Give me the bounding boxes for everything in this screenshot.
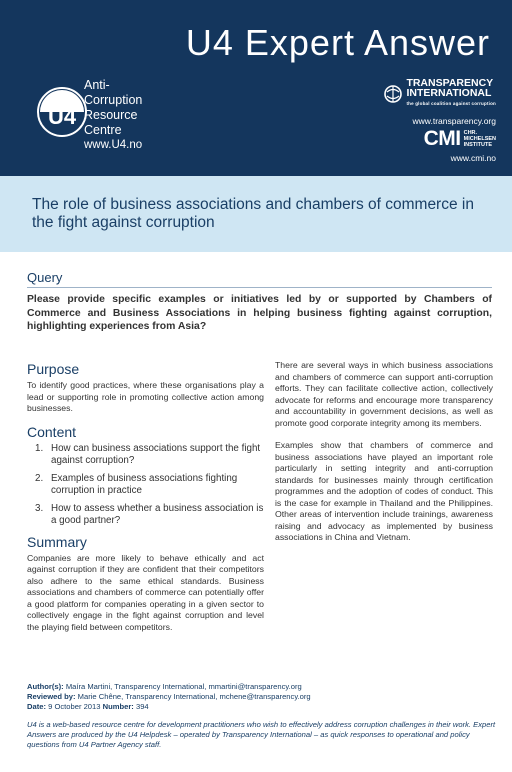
- ti-name: [406, 78, 496, 109]
- query-divider: [27, 287, 492, 288]
- contents-item-number: 3.: [35, 502, 44, 514]
- u4-logo-icon: [36, 86, 88, 138]
- right-paragraph-2: Examples show that chambers of commerce and business associations have played an important role particularly in setting integrity and anti-corruption standards for businesses mainly through certification programmes and the adoption of codes of conduct. This is the case for example in Thailand and the Philippines. Other areas of intervention include trainings, awareness raising and advocacy as implemented by business associations in China and Vietnam.: [275, 440, 493, 542]
- contents-item-text: How can business associations support the fight against corruption?: [51, 442, 261, 466]
- query-heading: Query: [27, 270, 63, 285]
- globe-icon: [384, 85, 402, 103]
- date-label: Date:: [27, 702, 46, 711]
- u4-name-line: Centre: [84, 123, 122, 137]
- purpose-text: To identify good practices, where these organisations play a lead or supporting role in promoting collective action among businesses.: [27, 380, 264, 413]
- author-line: [27, 682, 497, 692]
- contents-item[interactable]: [27, 473, 264, 498]
- right-column: [275, 360, 493, 544]
- number-label: Number:: [102, 702, 134, 711]
- u4-name-line: Corruption: [84, 93, 143, 107]
- summary-heading: Summary: [27, 533, 87, 550]
- reviewer-line: [27, 692, 497, 702]
- document-metadata: [27, 682, 497, 712]
- contents-item[interactable]: [27, 443, 264, 468]
- contents-item-text: How to assess whether a business association is a good partner?: [51, 502, 264, 526]
- cmi-logo-row: [424, 128, 496, 149]
- contents-item-text: Examples of business associations fighting corruption in practice: [51, 472, 238, 496]
- reviewer-label: Reviewed by:: [27, 692, 76, 701]
- cmi-name-line: CHR.: [463, 129, 478, 136]
- ti-logo-row: [336, 78, 496, 109]
- contents-item-number: 2.: [35, 472, 44, 484]
- summary-text: Companies are more likely to behave ethically and act against corruption if they are confident that their competitors also adhere to the same ethical standards. Business associations and chambers of commerce can potentially offer a good platform for companies operating in a given sector to collectively engage in the fight against corruption and level the playing field between competitors.: [27, 552, 264, 632]
- date-value: 9 October 2013: [48, 702, 101, 711]
- transparency-international-brand: [336, 78, 496, 126]
- u4-name-line: Resource: [84, 108, 138, 122]
- cmi-url: www.cmi.no: [450, 153, 496, 163]
- u4-url: www.U4.no: [84, 139, 143, 151]
- purpose-heading: Purpose: [27, 361, 80, 377]
- u4-logo-text: U4: [47, 104, 77, 129]
- content-heading: Content: [27, 423, 77, 440]
- contents-list: [27, 443, 264, 528]
- author-value: Maíra Martini, Transparency International, mmartini@transparency.org: [65, 682, 302, 691]
- number-value: 394: [135, 702, 149, 711]
- cmi-name-line: INSTITUTE: [463, 141, 493, 148]
- document-title: The role of business associations and chambers of commerce in the fight against corruption: [32, 196, 474, 231]
- contents-item-number: 1.: [35, 442, 44, 454]
- u4-name-line: Anti-: [84, 78, 110, 92]
- contents-item[interactable]: [27, 503, 264, 528]
- u4-name: [84, 78, 142, 153]
- header-banner: [0, 0, 512, 176]
- footer-note: U4 is a web-based resource centre for development practitioners who wish to effectively address corruption challenges in their work. Expert Answers are produced by the U4 Helpdesk – operated by Transparency International – as quick responses to operational and policy questions from U4 Partner Agency staff.: [27, 720, 496, 749]
- cmi-logo-mark: CMI: [423, 127, 461, 150]
- ti-url: www.transparency.org: [412, 116, 496, 126]
- u4-brand: [36, 78, 186, 158]
- reviewer-value: Marie Chêne, Transparency International, mchene@transparency.org: [77, 692, 311, 701]
- cmi-name: [464, 130, 496, 148]
- ti-name-line1: TRANSPARENCY: [406, 77, 494, 89]
- author-label: Author(s):: [27, 682, 64, 691]
- date-line: [27, 702, 497, 712]
- cmi-name-line: MICHELSEN: [463, 135, 496, 142]
- cmi-brand: [424, 128, 496, 163]
- ti-name-line2: INTERNATIONAL: [406, 87, 492, 99]
- left-column: [27, 360, 264, 633]
- document-series-title: U4 Expert Answer: [185, 22, 490, 63]
- query-text: Please provide specific examples or initiatives led by or supported by Chambers of Commerce and Business Associations in helping business fighting against corruption, highlighting experiences from Asia?: [27, 294, 492, 332]
- right-paragraph-1: There are several ways in which business associations and chambers of commerce can support anti-corruption efforts. They can facilitate collective action, collectively advocate for reforms and encourage more transparency and accountability in government decisions, as well as promote good corporate integrity among its members.: [275, 360, 493, 428]
- ti-tagline: the global coalition against corruption: [406, 101, 496, 106]
